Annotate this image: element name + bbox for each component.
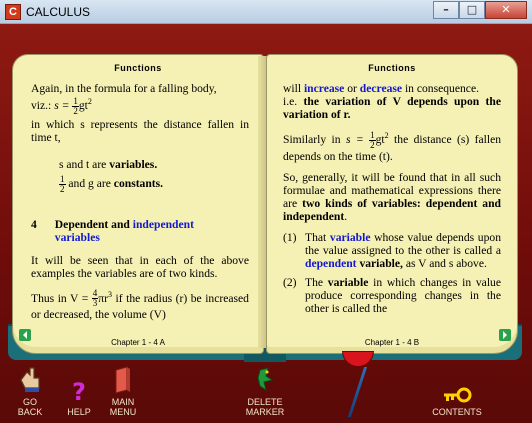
question-mark-icon: ?	[72, 378, 86, 406]
left-page-footer: Chapter 1 - 4 A	[111, 338, 165, 347]
previous-page-arrow-icon[interactable]	[19, 329, 31, 341]
paragraph: So, generally, it will be found that in all such formulae and mathematical expressions there are two kinds of variables: dependent and independent.	[283, 170, 501, 223]
right-page-heading: Functions	[368, 63, 416, 73]
contents-button[interactable]: CONTENTS	[432, 374, 482, 417]
fraction: $\frac{1}{2}$	[73, 95, 78, 116]
fraction: $\frac{4}{3}$	[92, 288, 98, 309]
window-title: CALCULUS	[26, 5, 91, 19]
next-page-arrow-icon[interactable]	[499, 329, 511, 341]
paragraph: s and t are variables.	[59, 157, 158, 171]
list-item: (1) That variable whose value depends upon the value assigned to the other is called a dependent variable, as V and s above.	[283, 230, 501, 270]
app-icon: C	[5, 4, 21, 20]
main-menu-button[interactable]: MAIN MENU	[98, 364, 148, 417]
left-page	[12, 54, 264, 354]
fraction: $\frac{1}{2}$	[370, 129, 375, 150]
maximize-button[interactable]: □	[459, 1, 485, 19]
key-icon	[432, 374, 482, 404]
paragraph: will increase or decrease in consequence.	[283, 82, 479, 95]
minimize-button[interactable]: –	[433, 1, 459, 19]
left-page-content	[31, 82, 249, 329]
close-button[interactable]: ✕	[485, 1, 527, 19]
list-item: (2) The variable in which changes in value produce corresponding changes in the other is called the	[283, 275, 501, 315]
help-button[interactable]: ? HELP	[64, 374, 94, 417]
paragraph: in which s represents the distance fallen in time t,	[31, 117, 249, 144]
fraction: $\frac{1}{2}$	[60, 173, 65, 194]
bookmark-disc-icon	[342, 351, 374, 367]
book	[8, 54, 522, 364]
paragraph: Again, in the formula for a falling body, viz.: s = $\frac{1}{2}$ $gt^2$	[31, 82, 217, 116]
book-icon	[98, 364, 148, 394]
bottom-toolbar	[0, 366, 532, 423]
title-bar	[0, 0, 532, 24]
paragraph: Thus in V = $\frac{4}{3}$ $\pi r^3$ if the radius (r) be increased or decreased, the volume (V)	[31, 288, 249, 322]
paragraph: $\frac{1}{2}$ and g are constants.	[60, 173, 164, 194]
paragraph: Similarly in s = $\frac{1}{2}$ $gt^2$ the distance (s) fallen depends on the time (t).	[283, 129, 502, 163]
left-page-heading: Functions	[114, 63, 162, 73]
hand-pointer-icon	[10, 364, 50, 394]
delete-marker-button[interactable]: DELETE MARKER	[230, 364, 300, 417]
paragraph: It will be seen that in each of the above examples the variables are of two kinds.	[31, 253, 249, 280]
section-heading: 4 Dependent and independent variables	[31, 217, 194, 244]
bird-icon	[230, 364, 300, 394]
right-page-footer: Chapter 1 - 4 B	[364, 338, 420, 347]
paragraph: i.e. the variation of V depends upon the variation of r.	[283, 95, 502, 121]
right-page-content	[283, 82, 501, 321]
go-back-button[interactable]: GO BACK	[10, 364, 50, 417]
right-page	[266, 54, 518, 354]
